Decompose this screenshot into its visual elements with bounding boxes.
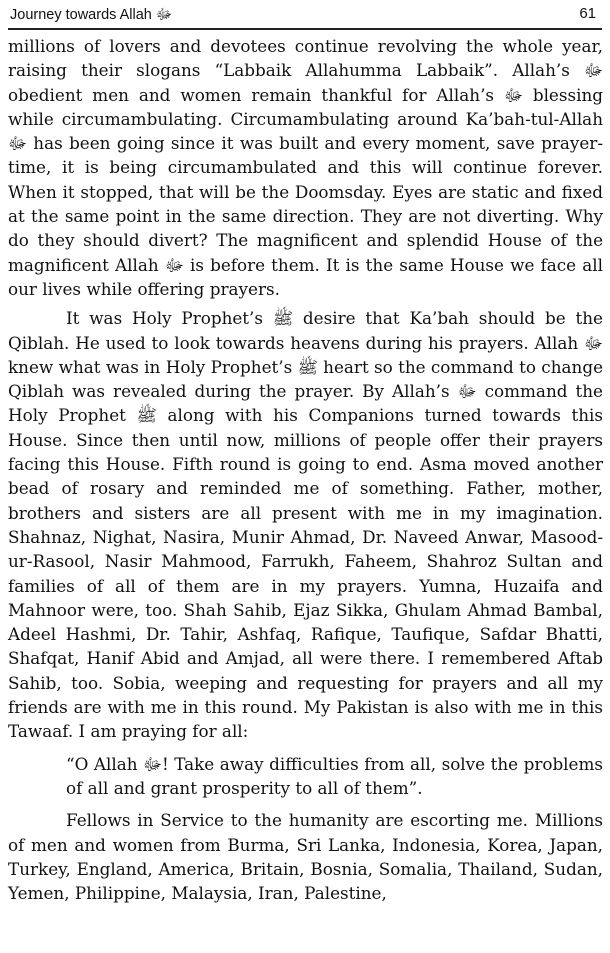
prayer-quote: “O Allah ﷻ! Take away difficulties from all, solve the problems of all and grant prosperity to all of them”. (66, 753, 604, 798)
paragraph-fellows: Fellows in Service to the humanity are escorting me. Millions of men and women from Burma, Sri Lanka, Indonesia, Korea, Japan, Turkey, England, America, Britain, Bosnia, Somalia, Thailand, Sudan, Yemen, Philippine, Malaysia, Iran, Palestine, (8, 810, 603, 904)
page-body (8, 34, 603, 905)
paragraph-continuation: millions of lovers and devotees continue revolving the whole year, raising their slogans “Labbaik Allahumma Labbaik”. Allah’s ﷻ obedient men and women remain thankful for Allah’s ﷻ blessing while circumambulating. Circumambulating around Ka’bah-tul-Allah ﷻ has been going since it was built and every moment, save prayer-time, it is being circumambulated and this will continue forever. When it stopped, that will be the Doomsday. Eyes are static and fixed at the same point in the same direction. They are not diverting. Why do they should divert? The magnificent and splendid House of the magnificent Allah ﷻ is before them. It is the same House we face all our lives while offering prayers. (8, 36, 604, 299)
page-number: 61 (579, 5, 596, 22)
page-header (8, 0, 602, 30)
paragraph-qiblah: It was Holy Prophet’s ﷺ desire that Ka’bah should be the Qiblah. He used to look towards heavens during his prayers. Allah ﷻ knew what was in Holy Prophet’s ﷺ heart so the command to change Qiblah was revealed during the prayer. By Allah’s ﷻ command the Holy Prophet ﷺ along with his Companions turned towards this House. Since then until now, millions of people offer their prayers facing this House. Fifth round is going to end. Asma moved another bead of rosary and reminded me of something. Father, mother, brothers and sisters are all present with me in my imagination. Shahnaz, Nighat, Nasira, Munir Ahmad, Dr. Naveed Anwar, Masood-ur-Rasool, Nasir Mahmood, Farrukh, Faheem, Shahroz Sultan and families of all of them are in my prayers. Yumna, Huzaifa and Mahnoor were, too. Shah Sahib, Ejaz Sikka, Ghulam Ahmad Bambal, Adeel Hashmi, Dr. Tahir, Ashfaq, Rafique, Taufique, Safdar Bhatti, Shafqat, Hanif Abid and Amjad, all were there. I remembered Aftab Sahib, too. Sobia, weeping and requesting for prayers and all my friends are with me in this round. My Pakistan is also with me in this Tawaaf. I am praying for all: (8, 308, 604, 742)
running-title: Journey towards Allah ﷻ (10, 7, 173, 23)
